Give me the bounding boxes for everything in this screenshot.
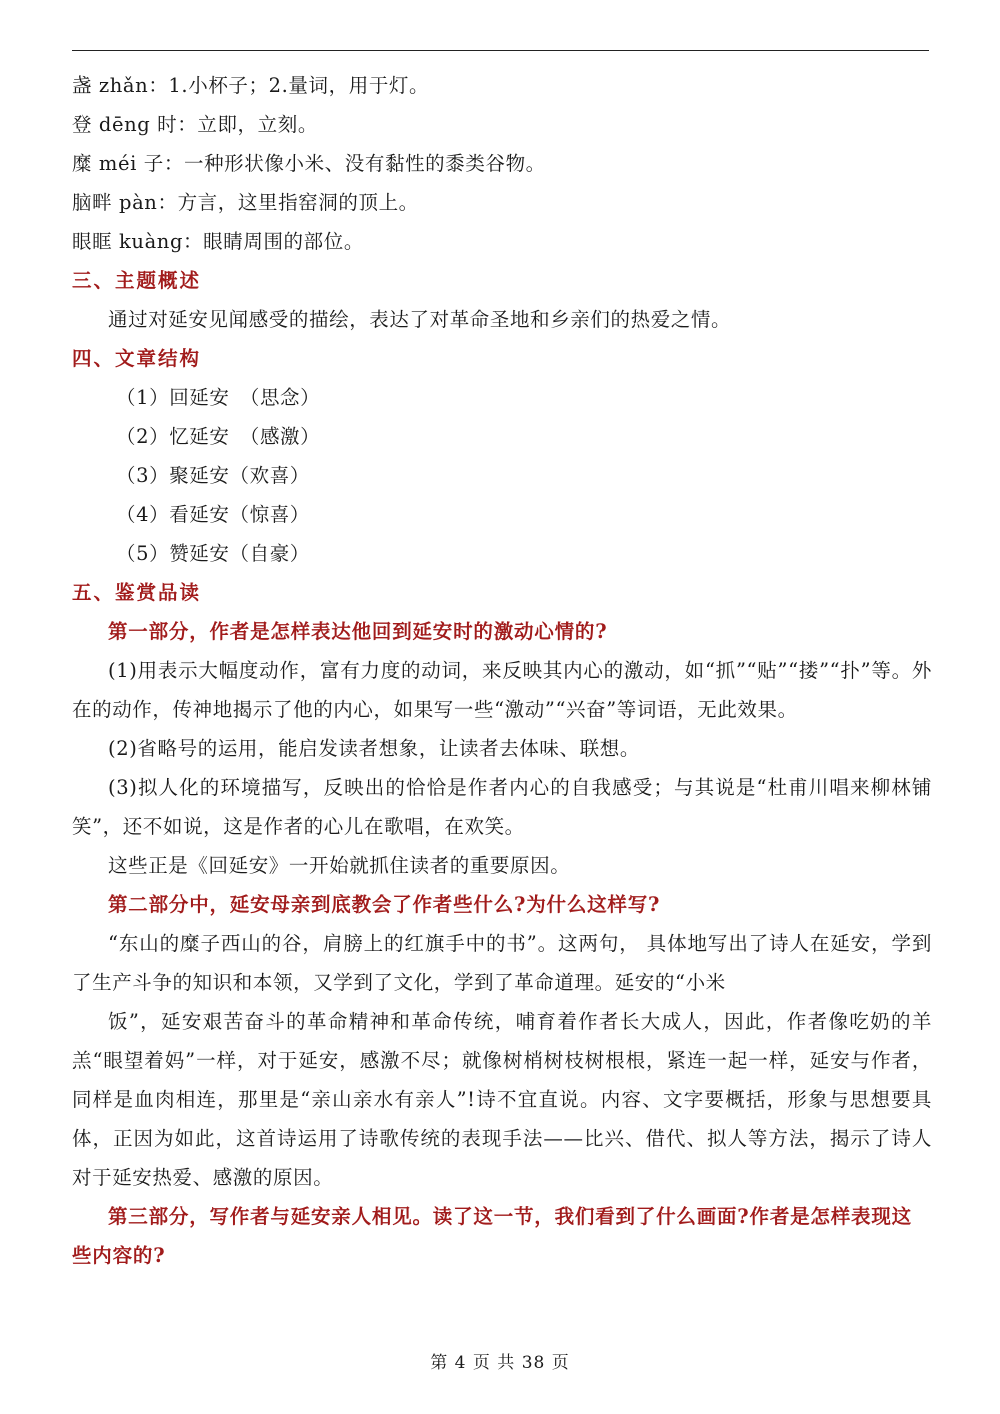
answer-paragraph: 这些正是《回延安》一开始就抓住读者的重要原因。 xyxy=(108,854,571,877)
structure-item: （1）回延安 （思念） xyxy=(116,386,321,409)
document-page xyxy=(72,66,932,1275)
structure-item: （2）忆延安 （感激） xyxy=(116,425,321,448)
structure-item: （3）聚延安（欢喜） xyxy=(116,464,310,487)
header-rule xyxy=(72,50,929,51)
definition-item: 登 dēng 时：立即，立刻。 xyxy=(72,113,318,136)
question-1: 第一部分，作者是怎样表达他回到延安时的激动心情的? xyxy=(108,620,608,643)
answer-paragraph: (3)拟人化的环境描写，反映出的恰恰是作者内心的自我感受；与其说是“杜甫川唱来柳林铺笑”，还不如说，这是作者的心儿在歌唱，在欢笑。 xyxy=(72,776,932,838)
definition-item: 盏 zhǎn：1.小杯子；2.量词，用于灯。 xyxy=(72,74,430,97)
structure-item: （4）看延安（惊喜） xyxy=(116,503,310,526)
answer-paragraph: “东山的糜子西山的谷，肩膀上的红旗手中的书”。这两句， 具体地写出了诗人在延安，学到了生产斗争的知识和本领，又学到了文化，学到了革命道理。延安的“小米 xyxy=(72,932,932,994)
definition-item: 糜 méi 子：一种形状像小米、没有黏性的黍类谷物。 xyxy=(72,152,546,175)
definition-item: 脑畔 pàn：方言，这里指窑洞的顶上。 xyxy=(72,191,419,214)
answer-paragraph: (2)省略号的运用，能启发读者想象，让读者去体味、联想。 xyxy=(108,737,640,760)
section-heading-structure: 四、文章结构 xyxy=(72,347,202,370)
definition-item: 眼眶 kuàng：眼睛周围的部位。 xyxy=(72,230,364,253)
structure-item: （5）赞延安（自豪） xyxy=(116,542,310,565)
answer-paragraph: 饭”，延安艰苦奋斗的革命精神和革命传统，哺育着作者长大成人，因此，作者像吃奶的羊羔“眼望着妈”一样，对于延安，感激不尽；就像树梢树枝树根根，紧连一起一样，延安与作者，同样是血肉相连，那里是“亲山亲水有亲人”!诗不宜直说。内容、文字要概括，形象与思想要具体，正因为如此，这首诗运用了诗歌传统的表现手法——比兴、借代、拟人等方法，揭示了诗人对于延安热爱、感激的原因。 xyxy=(72,1010,932,1189)
section-heading-theme: 三、主题概述 xyxy=(72,269,202,292)
theme-summary: 通过对延安见闻感受的描绘，表达了对革命圣地和乡亲们的热爱之情。 xyxy=(108,308,732,331)
page-footer: 第 4 页 共 38 页 xyxy=(430,1353,570,1373)
section-heading-appreciation: 五、鉴赏品读 xyxy=(72,581,202,604)
answer-paragraph: (1)用表示大幅度动作，富有力度的动词，来反映其内心的激动，如“抓”“贴”“搂”“扑”等。外在的动作，传神地揭示了他的内心，如果写一些“激动”“兴奋”等词语，无此效果。 xyxy=(72,659,932,721)
question-2: 第二部分中，延安母亲到底教会了作者些什么?为什么这样写? xyxy=(108,893,661,916)
question-3: 第三部分，写作者与延安亲人相见。读了这一节，我们看到了什么画面?作者是怎样表现这些内容的? xyxy=(72,1205,912,1267)
